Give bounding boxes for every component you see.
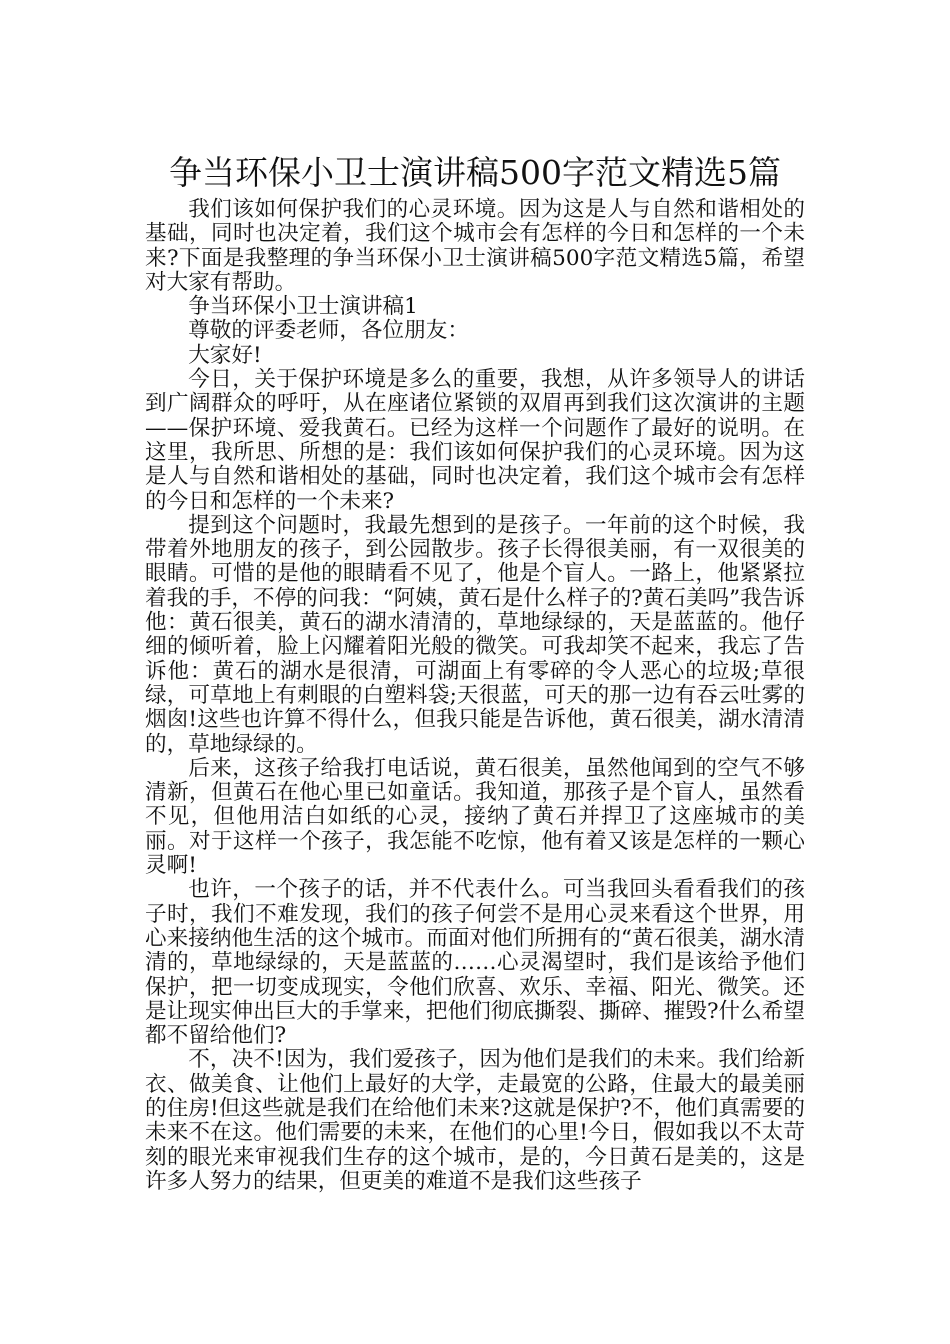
speech-heading: 争当环保小卫士演讲稿1 [188, 294, 418, 320]
greeting: 大家好! [188, 342, 262, 368]
body-paragraph: 提到这个问题时，我最先想到的是孩子。一年前的这个时候，我带着外地朋友的孩子，到公园散步。孩子长得很美丽，有一双很美的眼睛。可惜的是他的眼睛看不见了，他是个盲人。一路上，他紧紧拉着我的手，不停的问我：“阿姨，黄石是什么样子的?黄石美吗”我告诉他：黄石很美，黄石的湖水清清的，草地绿绿的，天是蓝蓝的。他仔细的倾听着，脸上闪耀着阳光般的微笑。可我却笑不起来，我忘了告诉他：黄石的湖水是很清，可湖面上有零碎的令人恶心的垃圾;草很绿，可草地上有刺眼的白塑料袋;天很蓝，可天的那一边有吞云吐雾的烟囱!这些也许算不得什么，但我只能是告诉他，黄石很美，湖水清清的，草地绿绿的。 [145, 512, 805, 757]
document-title: 争当环保小卫士演讲稿500字范文精选5篇 [169, 153, 781, 193]
body-paragraph: 不，决不!因为，我们爱孩子，因为他们是我们的未来。我们给新衣、做美食、让他们上最好的大学，走最宽的公路，住最大的最美丽的住房!但这些就是我们在给他们未来?这就是保护?不，他们真需要的未来不在这。他们需要的未来，在他们的心里!今日，假如我以不太苛刻的眼光来审视我们生存的这个城市，是的，今日黄石是美的，这是许多人努力的结果，但更美的难道不是我们这些孩子 [145, 1047, 805, 1194]
document-body [145, 198, 805, 1194]
body-paragraph: 后来，这孩子给我打电话说，黄石很美，虽然他闻到的空气不够清新，但黄石在他心里已如童话。我知道，那孩子是个盲人，虽然看不见，但他用洁白如纸的心灵，接纳了黄石并捍卫了这座城市的美丽。对于这样一个孩子，我怎能不吃惊，他有着又该是怎样的一颗心灵啊! [145, 755, 805, 879]
intro-paragraph: 我们该如何保护我们的心灵环境。因为这是人与自然和谐相处的基础，同时也决定着，我们这个城市会有怎样的今日和怎样的一个未来?下面是我整理的争当环保小卫士演讲稿500字范文精选5篇，希望对大家有帮助。 [145, 197, 805, 295]
body-paragraph: 也许，一个孩子的话，并不代表什么。可当我回头看看我们的孩子时，我们不难发现，我们的孩子何尝不是用心灵来看这个世界，用心来接纳他生活的这个城市。而面对他们所拥有的“黄石很美，湖水清清的，草地绿绿的，天是蓝蓝的……心灵渴望时，我们是该给予他们保护，把一切变成现实，令他们欣喜、欢乐、幸福、阳光、微笑。还是让现实伸出巨大的手掌来，把他们彻底撕裂、撕碎、摧毁?什么希望都不留给他们? [145, 877, 805, 1049]
body-paragraph: 今日，关于保护环境是多么的重要，我想，从许多领导人的讲话到广阔群众的呼吁，从在座诸位紧锁的双眉再到我们这次演讲的主题——保护环境、爱我黄石。已经为这样一个问题作了最好的说明。在这里，我所思、所想的是：我们该如何保护我们的心灵环境。因为这是人与自然和谐相处的基础，同时也决定着，我们这个城市会有怎样的今日和怎样的一个未来? [145, 367, 805, 514]
salutation: 尊敬的评委老师，各位朋友： [188, 318, 469, 344]
